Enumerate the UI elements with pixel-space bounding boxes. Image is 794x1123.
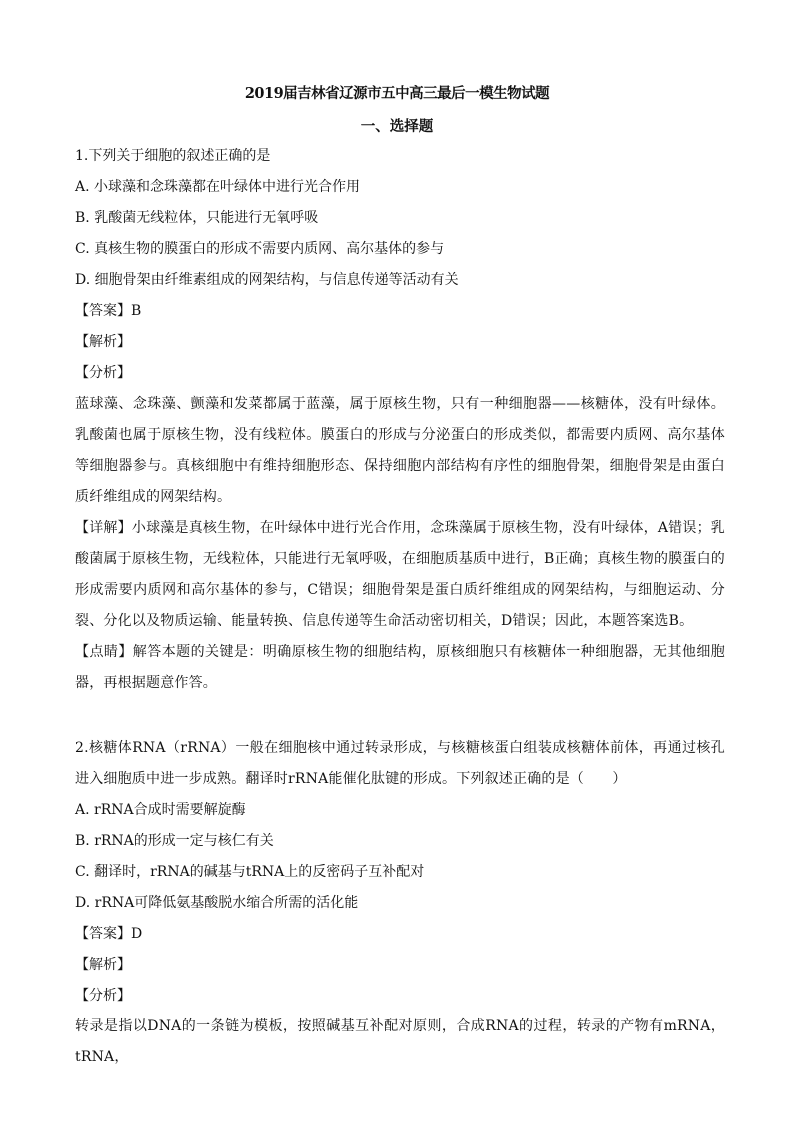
question-2-analysis: 转录是指以DNA的一条链为模板，按照碱基互补配对原则，合成RNA的过程，转录的产物有mRNA，tRNA， bbox=[75, 1018, 725, 1065]
section-heading: 一、选择题 bbox=[360, 118, 434, 135]
question-1-jiexi-label: 【解析】 bbox=[75, 334, 131, 350]
question-1-option-c: C. 真核生物的膜蛋白的形成不需要内质网、高尔基体的参与 bbox=[75, 241, 445, 257]
question-1-stem: 1.下列关于细胞的叙述正确的是 bbox=[75, 148, 271, 164]
question-2-option-d: D. rRNA可降低氨基酸脱水缩合所需的活化能 bbox=[75, 895, 359, 911]
question-2-stem: 2.核糖体RNA（rRNA）一般在细胞核中通过转录形成，与核糖核蛋白组装成核糖体前体，再通过核孔进入细胞质中进一步成熟。翻译时rRNA能催化肽键的形成。下列叙述正确的是（ ） bbox=[75, 740, 725, 787]
question-2-option-a: A. rRNA合成时需要解旋酶 bbox=[75, 802, 246, 818]
question-1-detail: 【详解】小球藻是真核生物，在叶绿体中进行光合作用，念珠藻属于原核生物，没有叶绿体，A错误；乳酸菌属于原核生物，无线粒体，只能进行无氧呼吸，在细胞质基质中进行，B正确；真核生物的膜蛋白的形成需要内质网和高尔基体的参与，C错误；细胞骨架是蛋白质纤维组成的网架结构，与细胞运动、分裂、分化以及物质运输、能量转换、信息传递等生命活动密切相关，D错误；因此，本题答案选B。 bbox=[75, 520, 725, 629]
question-1-option-d: D. 细胞骨架由纤维素组成的网架结构，与信息传递等活动有关 bbox=[75, 272, 459, 288]
question-1-option-b: B. 乳酸菌无线粒体，只能进行无氧呼吸 bbox=[75, 210, 319, 226]
question-1-option-a: A. 小球藻和念珠藻都在叶绿体中进行光合作用 bbox=[75, 179, 361, 195]
question-2-fenxi-label: 【分析】 bbox=[75, 988, 131, 1004]
question-1-fenxi-label: 【分析】 bbox=[75, 365, 131, 381]
document-title: 2019届吉林省辽源市五中高三最后一模生物试题 bbox=[244, 85, 550, 102]
question-1-tip: 【点睛】解答本题的关键是：明确原核生物的细胞结构，原核细胞只有核糖体一种细胞器，无其他细胞器，再根据题意作答。 bbox=[75, 644, 725, 691]
question-1-analysis: 蓝球藻、念珠藻、颤藻和发菜都属于蓝藻，属于原核生物，只有一种细胞器——核糖体，没有叶绿体。乳酸菌也属于原核生物，没有线粒体。膜蛋白的形成与分泌蛋白的形成类似，都需要内质网、高尔基体等细胞器参与。真核细胞中有维持细胞形态、保持细胞内部结构有序性的细胞骨架，细胞骨架是由蛋白质纤维组成的网架结构。 bbox=[75, 396, 725, 505]
question-2-option-b: B. rRNA的形成一定与核仁有关 bbox=[75, 833, 274, 849]
question-2-option-c: C. 翻译时，rRNA的碱基与tRNA上的反密码子互补配对 bbox=[75, 864, 425, 880]
question-2-answer: 【答案】D bbox=[75, 926, 143, 942]
question-1-answer: 【答案】B bbox=[75, 303, 142, 319]
question-2-jiexi-label: 【解析】 bbox=[75, 957, 131, 973]
